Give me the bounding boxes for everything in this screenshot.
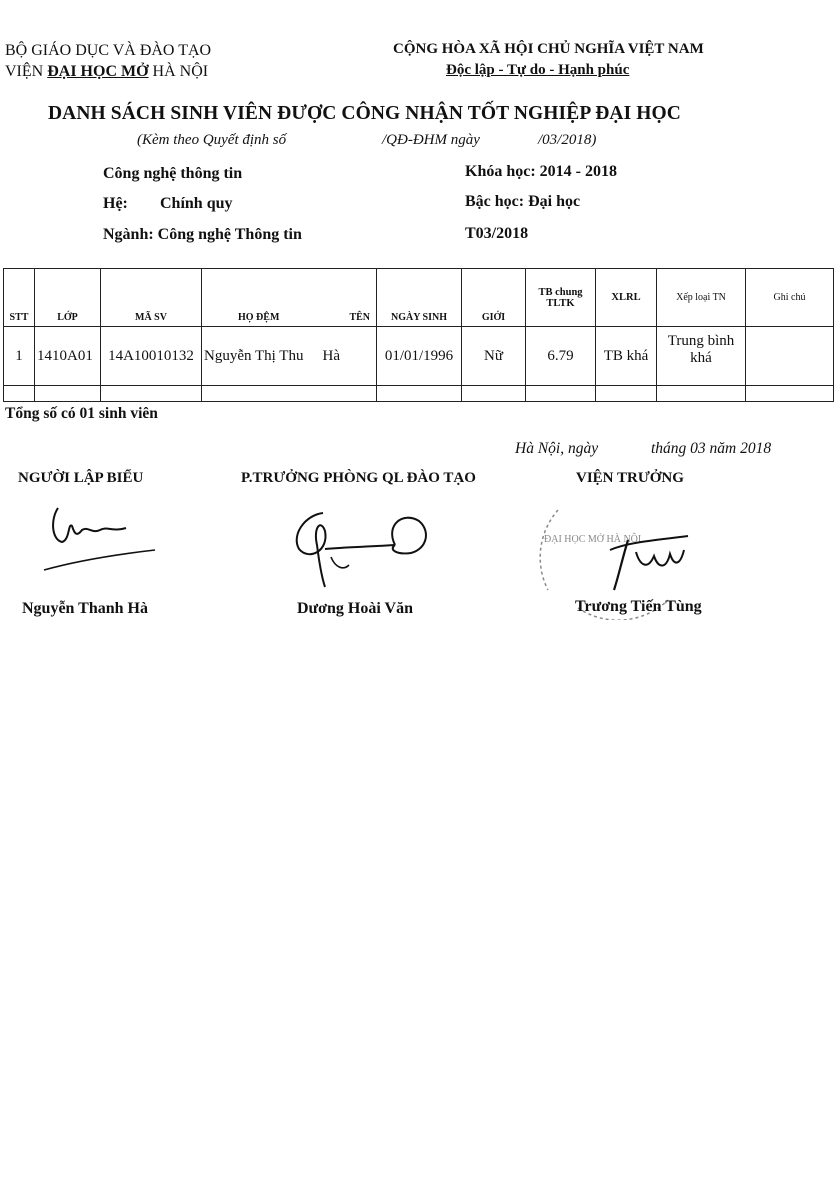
col-ghichu: Ghi chú <box>746 269 834 327</box>
signer-2-title: P.TRƯỞNG PHÒNG QL ĐÀO TẠO <box>241 470 476 486</box>
course: Khóa học: 2014 - 2018 <box>465 163 617 180</box>
cell-masv: 14A10010132 <box>101 327 202 386</box>
cell-stt: 1 <box>4 327 35 386</box>
cell-tb: 6.79 <box>526 327 596 386</box>
cell-xlrl: TB khá <box>596 327 657 386</box>
system-label: Hệ: <box>103 195 128 212</box>
table-header-row <box>4 269 834 327</box>
cell-xeploai: Trung bình khá <box>657 327 746 386</box>
col-lop: LỚP <box>35 269 101 327</box>
cell-ngaysinh: 01/01/1996 <box>377 327 462 386</box>
cell-ten: Hà <box>322 347 340 364</box>
col-hodem: HỌ ĐỆM <box>238 312 280 323</box>
country-name: CỘNG HÒA XÃ HỘI CHỦ NGHĨA VIỆT NAM <box>393 41 704 57</box>
signer-3-name: Trương Tiến Tùng <box>575 598 702 615</box>
system-value: Chính quy <box>160 195 233 212</box>
col-stt: STT <box>4 269 35 327</box>
cell-hoten <box>202 327 377 386</box>
date-part2: tháng 03 năm 2018 <box>651 440 772 457</box>
col-masv: MÃ SV <box>101 269 202 327</box>
signer-2-name: Dương Hoài Văn <box>297 600 413 617</box>
table-row-empty <box>4 386 834 402</box>
total-count: Tổng số có 01 sinh viên <box>5 405 158 422</box>
decision-ref-part2: /QĐ-ĐHM ngày <box>382 132 480 148</box>
level: Bậc học: Đại học <box>465 193 581 210</box>
signer-1-name: Nguyễn Thanh Hà <box>22 600 148 617</box>
institute-name: VIỆN ĐẠI HỌC MỞ HÀ NỘI <box>5 63 209 80</box>
col-ten: TÊN <box>349 312 370 323</box>
col-gioi: GIỚI <box>462 269 526 327</box>
signer-3-title: VIỆN TRƯỞNG <box>576 470 684 486</box>
cell-ghichu <box>746 327 834 386</box>
major: Ngành: Công nghệ Thông tin <box>103 226 302 243</box>
decision-ref-part3: /03/2018) <box>538 132 597 148</box>
signature-1-image <box>30 500 160 580</box>
document-title: DANH SÁCH SINH VIÊN ĐƯỢC CÔNG NHẬN TỐT NGHIỆP ĐẠI HỌC <box>48 103 681 124</box>
cell-lop: 1410A01 <box>35 327 101 386</box>
col-tb: TB chung TLTK <box>526 269 596 327</box>
decision-ref-part1: (Kèm theo Quyết định số <box>137 132 287 148</box>
col-xeploai: Xếp loại TN <box>657 269 746 327</box>
student-table <box>3 268 834 402</box>
signer-1-title: NGƯỜI LẬP BIỂU <box>18 470 144 486</box>
faculty: Công nghệ thông tin <box>103 165 243 182</box>
col-hoten <box>202 269 377 327</box>
col-xlrl: XLRL <box>596 269 657 327</box>
signature-2-image <box>285 505 435 595</box>
cell-gioi: Nữ <box>462 327 526 386</box>
date-part1: Hà Nội, ngày <box>515 440 599 457</box>
ministry-name: BỘ GIÁO DỤC VÀ ĐÀO TẠO <box>5 42 212 59</box>
cell-hodem: Nguyễn Thị Thu <box>204 347 304 364</box>
stamp-text: ĐẠI HỌC MỞ HÀ NỘI <box>544 534 642 545</box>
batch: T03/2018 <box>465 225 529 242</box>
table-row <box>4 327 834 386</box>
country-motto: Độc lập - Tự do - Hạnh phúc <box>446 62 630 78</box>
col-ngaysinh: NGÀY SINH <box>377 269 462 327</box>
